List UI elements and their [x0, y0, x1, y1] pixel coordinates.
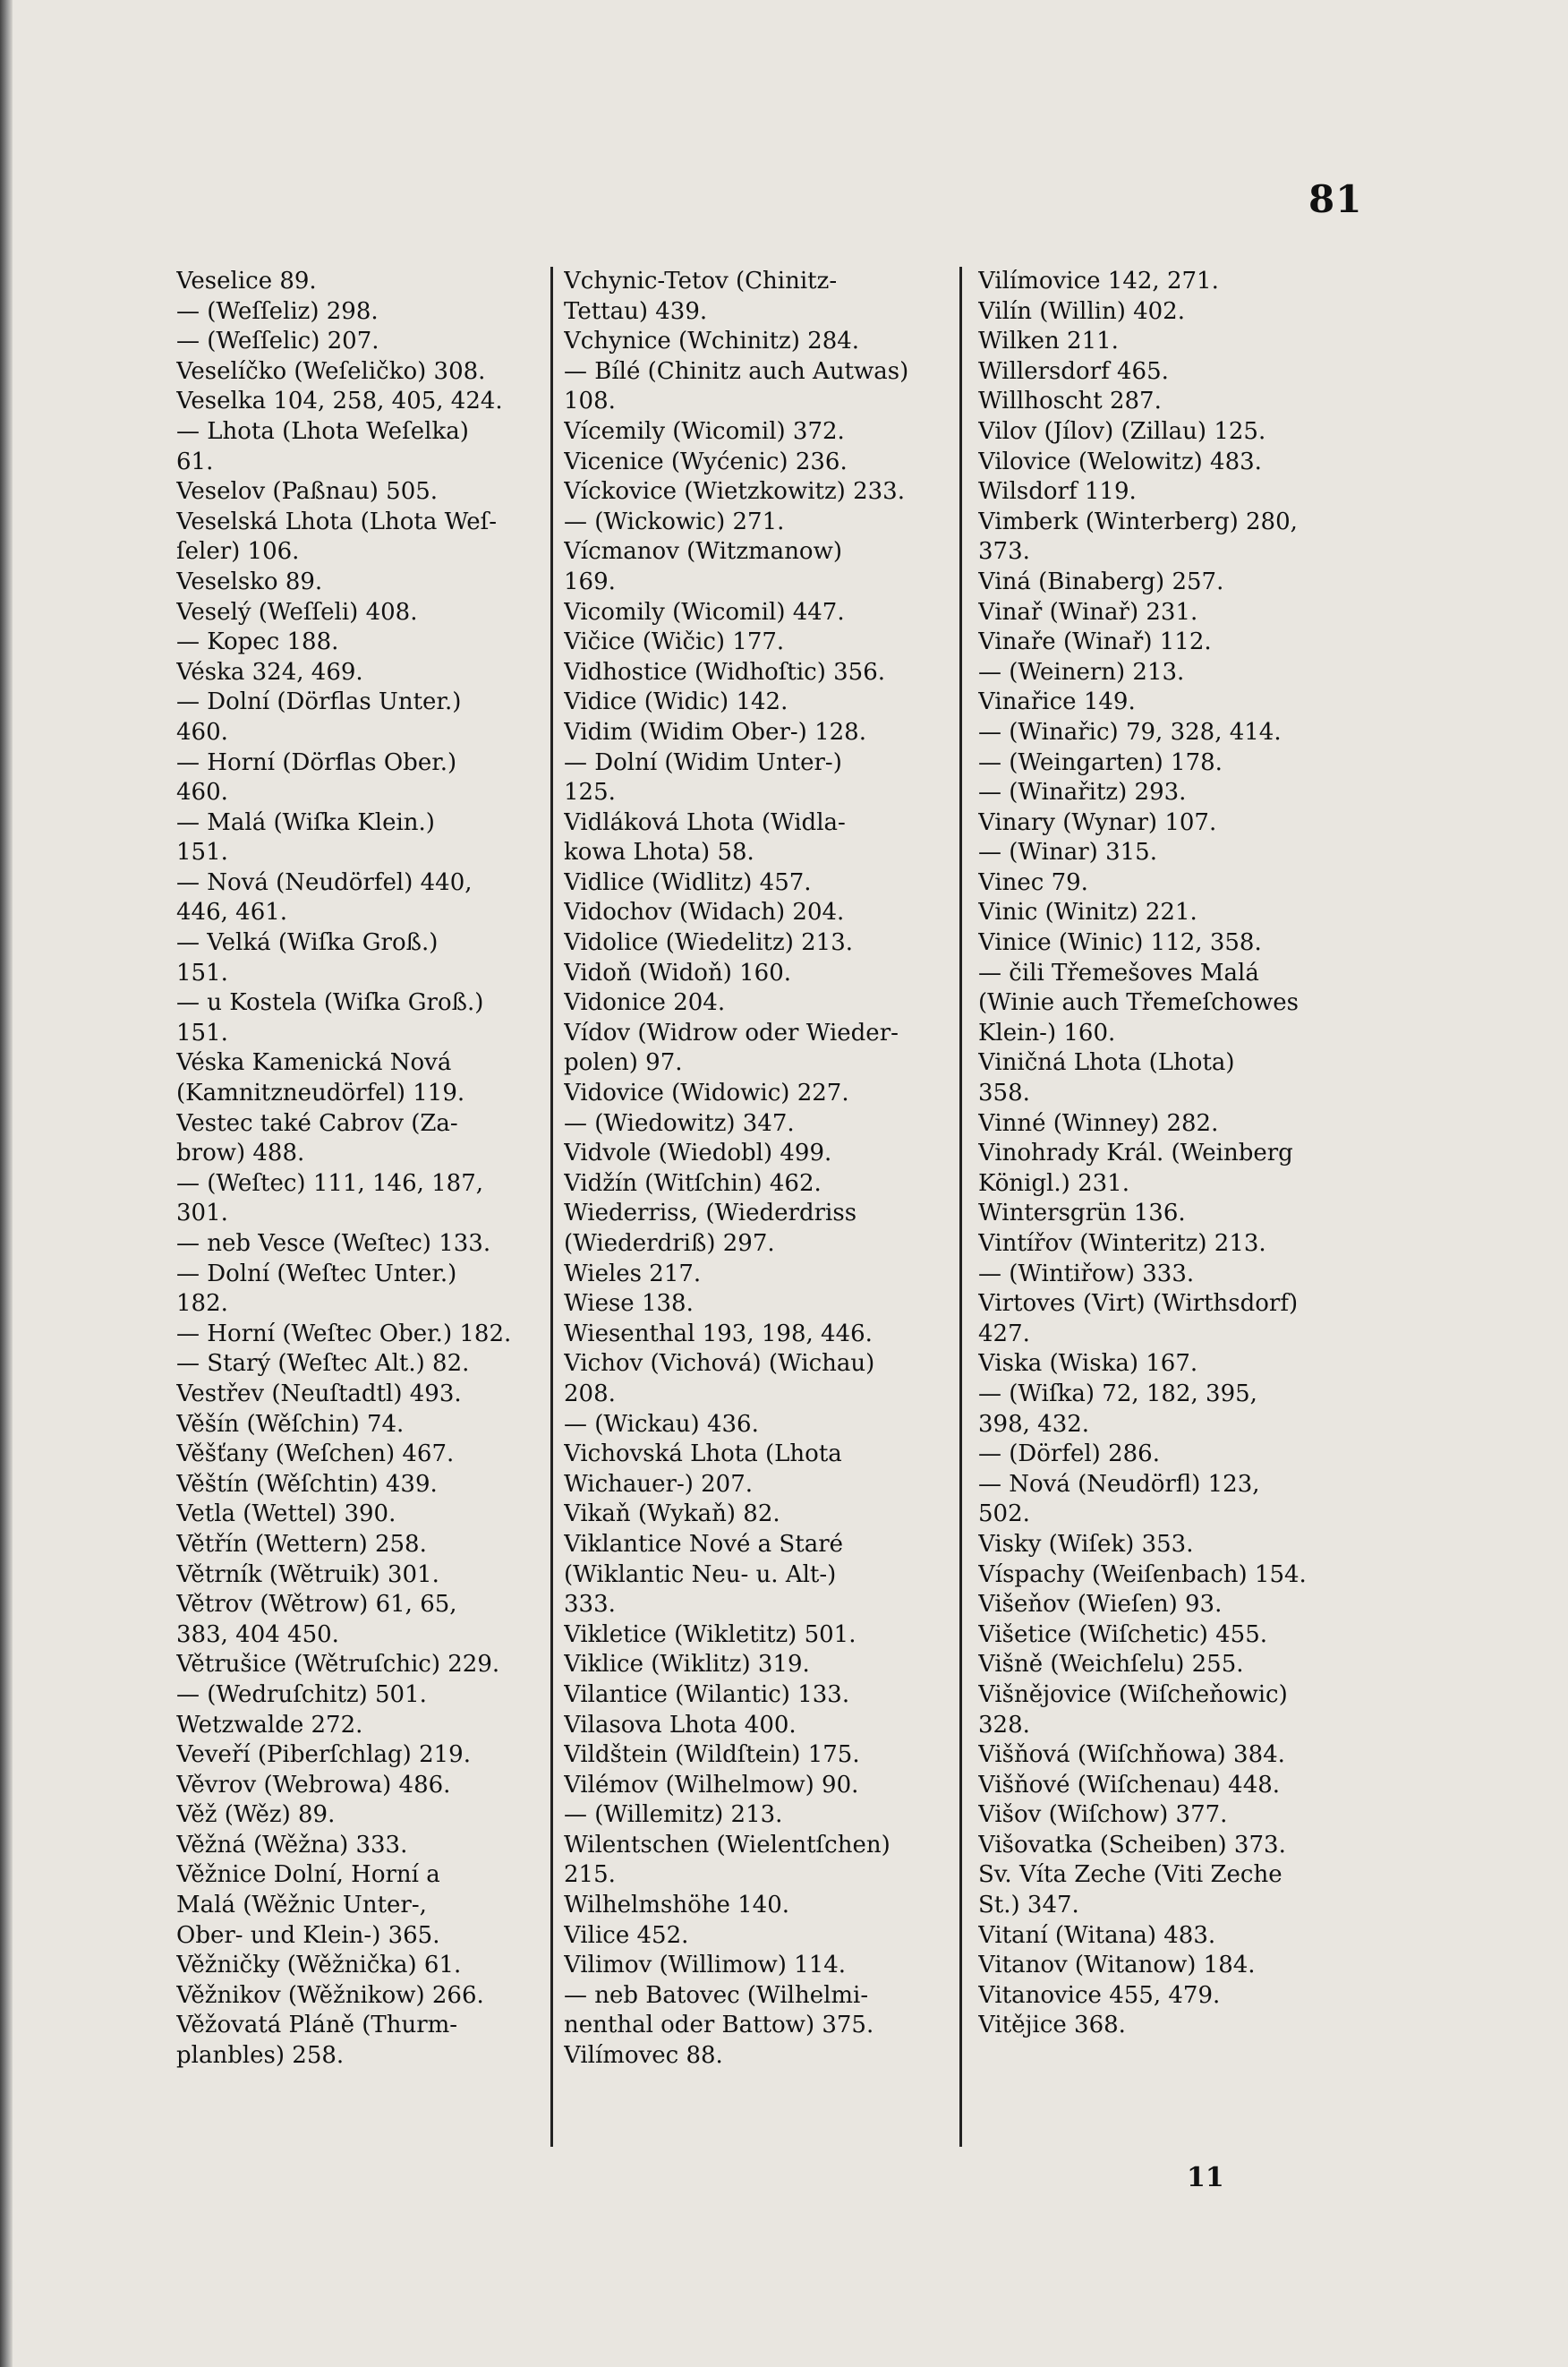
- index-entry-line: Věžná (Wěžna) 333.: [176, 1831, 408, 1859]
- index-entry-line: — Malá (Wiſka Klein.): [176, 808, 435, 836]
- index-entry-line: Véska Kamenická Nová: [176, 1049, 452, 1077]
- index-entry-line: 460.: [176, 779, 228, 807]
- index-entry-line: Veselice 89.: [176, 268, 317, 295]
- index-entry-line: Višnějovice (Wiſcheňowic): [978, 1680, 1288, 1708]
- index-entry-line: Vilice 452.: [564, 1921, 689, 1949]
- index-entry-line: — (Winar) 315.: [978, 839, 1157, 867]
- index-entry-line: Vinic (Winitz) 221.: [978, 899, 1197, 927]
- index-entry-line: — Dolní (Widim Unter-): [564, 748, 842, 776]
- index-entry-line: Věšín (Wěſchin) 74.: [176, 1410, 405, 1438]
- index-entry-line: Vilovice (Welowitz) 483.: [978, 448, 1262, 475]
- index-entry-line: Věž (Wěz) 89.: [176, 1801, 336, 1829]
- index-entry-line: (Wiederdriß) 297.: [564, 1230, 775, 1257]
- index-entry-line: — Velká (Wiſka Groß.): [176, 929, 439, 957]
- index-entry-line: Viklantice Nové a Staré: [564, 1530, 844, 1558]
- index-entry-line: Vichov (Vichová) (Wichau): [564, 1350, 875, 1378]
- index-entry-line: Vinohrady Král. (Weinberg: [978, 1140, 1293, 1167]
- index-entry-line: 151.: [176, 1019, 228, 1047]
- index-entry-line: Vídov (Widrow oder Wieder-: [564, 1019, 899, 1047]
- index-entry-line: Vicomily (Wicomil) 447.: [564, 598, 845, 626]
- index-entry-line: Vicenice (Wyćenic) 236.: [564, 448, 848, 475]
- index-entry-line: Vičice (Wičic) 177.: [564, 628, 785, 656]
- index-entry-line: Wintersgrün 136.: [978, 1200, 1186, 1227]
- index-entry-line: Vícmanov (Witzmanow): [564, 538, 842, 566]
- index-entry-line: Veveří (Piberſchlag) 219.: [176, 1741, 471, 1769]
- index-entry-line: 125.: [564, 779, 616, 807]
- printer-signature: 11: [1187, 2162, 1224, 2193]
- index-entry-line: Vitějice 368.: [978, 2012, 1126, 2039]
- index-entry-line: Veselý (Weſſeli) 408.: [176, 598, 418, 626]
- index-entry-line: — (Wickau) 436.: [564, 1410, 759, 1438]
- index-entry-line: Viničná Lhota (Lhota): [978, 1049, 1235, 1077]
- index-entry-line: Višetice (Wiſchetic) 455.: [978, 1620, 1268, 1648]
- index-entry-line: — Nová (Neudörfel) 440,: [176, 868, 473, 896]
- index-entry-line: Vinařice 149.: [978, 688, 1136, 716]
- index-entry-line: — (Weinern) 213.: [978, 658, 1185, 686]
- index-entry-line: Vidlice (Widlitz) 457.: [564, 868, 812, 896]
- index-entry-line: Veselíčko (Weſeličko) 308.: [176, 357, 486, 385]
- index-entry-line: Věžnice Dolní, Horní a: [176, 1861, 440, 1889]
- index-entry-line: Veselov (Paßnau) 505.: [176, 478, 439, 506]
- index-entry-line: Vidhostice (Widhoſtic) 356.: [564, 658, 886, 686]
- index-entry-line: Wieles 217.: [564, 1260, 702, 1287]
- index-entry-line: Vidim (Widim Ober-) 128.: [564, 718, 866, 746]
- index-entry-line: Vichovská Lhota (Lhota: [564, 1440, 842, 1468]
- index-entry-line: Wiederriss, (Wiederdriss: [564, 1200, 857, 1227]
- index-entry-line: 215.: [564, 1861, 616, 1889]
- index-entry-line: kowa Lhota) 58.: [564, 839, 754, 867]
- index-entry-line: Vetla (Wettel) 390.: [176, 1500, 396, 1528]
- index-entry-line: Vilantice (Wilantic) 133.: [564, 1680, 850, 1708]
- index-entry-line: Věžnikov (Wěžnikow) 266.: [176, 1981, 484, 2009]
- index-entry-line: Věštín (Wěſchtin) 439.: [176, 1470, 438, 1498]
- index-entry-line: — (Wedruſchitz) 501.: [176, 1680, 427, 1708]
- index-entry-line: Vikaň (Wykaň) 82.: [564, 1500, 780, 1528]
- index-entry-line: St.) 347.: [978, 1892, 1079, 1919]
- index-entry-line: — (Weingarten) 178.: [978, 748, 1223, 776]
- index-entry-line: 502.: [978, 1500, 1030, 1528]
- index-entry-line: Veselsko 89.: [176, 568, 323, 595]
- index-entry-line: Vestec také Cabrov (Za-: [176, 1109, 458, 1137]
- index-entry-line: Vinice (Winic) 112, 358.: [978, 929, 1262, 957]
- index-entry-line: — neb Batovec (Wilhelmi-: [564, 1981, 869, 2009]
- index-entry-line: Vinaře (Winař) 112.: [978, 628, 1212, 656]
- index-entry-line: Věžovatá Pláně (Thurm-: [176, 2012, 458, 2039]
- index-entry-line: — (Weſſelic) 207.: [176, 328, 379, 355]
- index-entry-line: Wichauer-) 207.: [564, 1470, 754, 1498]
- index-entry-line: — (Winařic) 79, 328, 414.: [978, 718, 1282, 746]
- index-entry-line: Vidolice (Wiedelitz) 213.: [564, 929, 853, 957]
- index-entry-line: — (Weſſeliz) 298.: [176, 297, 379, 325]
- index-entry-line: Vidovice (Widowic) 227.: [564, 1080, 849, 1107]
- index-entry-line: Vidoň (Widoň) 160.: [564, 959, 792, 987]
- page-number: 81: [1308, 177, 1363, 221]
- index-entry-line: Vinař (Winař) 231.: [978, 598, 1198, 626]
- index-entry-line: (Wiklantic Neu- u. Alt-): [564, 1560, 837, 1588]
- index-entry-line: — Nová (Neudörfl) 123,: [978, 1470, 1260, 1498]
- index-entry-line: Veselská Lhota (Lhota Weſ-: [176, 508, 497, 535]
- index-entry-line: — u Kostela (Wiſka Groß.): [176, 989, 484, 1017]
- index-entry-line: Vinec 79.: [978, 868, 1088, 896]
- index-entry-line: — (Willemitz) 213.: [564, 1801, 783, 1829]
- index-entry-line: Vilimov (Willimow) 114.: [564, 1952, 847, 1979]
- index-entry-line: Vinné (Winney) 282.: [978, 1109, 1219, 1137]
- index-entry-line: Königl.) 231.: [978, 1169, 1129, 1197]
- index-entry-line: 383, 404 450.: [176, 1620, 339, 1648]
- index-entry-line: planbles) 258.: [176, 2042, 345, 2070]
- index-entry-line: Vitanov (Witanow) 184.: [978, 1952, 1256, 1979]
- index-entry-line: — Horní (Dörflas Ober.): [176, 748, 457, 776]
- index-entry-line: Višovatka (Scheiben) 373.: [978, 1831, 1286, 1859]
- index-entry-line: Víspachy (Weiſenbach) 154.: [978, 1560, 1307, 1588]
- index-entry-line: Vidochov (Widach) 204.: [564, 899, 845, 927]
- column-divider: [959, 267, 962, 2147]
- index-entry-line: Vilímovec 88.: [564, 2042, 723, 2070]
- index-entry-line: Větrušice (Wětruſchic) 229.: [176, 1651, 500, 1679]
- index-entry-line: Véska 324, 469.: [176, 658, 363, 686]
- index-entry-line: Virtoves (Virt) (Wirthsdorf): [978, 1290, 1299, 1318]
- index-entry-line: Visky (Wiſek) 353.: [978, 1530, 1194, 1558]
- index-entry-line: Višov (Wiſchow) 377.: [978, 1801, 1228, 1829]
- index-entry-line: Větrník (Wětruik) 301.: [176, 1560, 439, 1588]
- index-entry-line: Vestřev (Neuſtadtl) 493.: [176, 1380, 462, 1407]
- index-entry-line: — Horní (Weſtec Ober.) 182.: [176, 1320, 512, 1347]
- index-entry-line: 373.: [978, 538, 1030, 566]
- index-entry-line: 328.: [978, 1711, 1030, 1739]
- index-entry-line: Vinary (Wynar) 107.: [978, 808, 1217, 836]
- index-entry-line: Větrov (Wětrow) 61, 65,: [176, 1591, 457, 1619]
- index-entry-line: — Dolní (Dörflas Unter.): [176, 688, 462, 716]
- index-entry-line: Vilasova Lhota 400.: [564, 1711, 797, 1739]
- index-entry-line: 358.: [978, 1080, 1030, 1107]
- index-entry-line: 151.: [176, 839, 228, 867]
- index-entry-line: — čili Třemešoves Malá: [978, 959, 1259, 987]
- index-entry-line: Sv. Víta Zeche (Viti Zeche: [978, 1861, 1283, 1889]
- index-entry-line: Willersdorf 465.: [978, 357, 1169, 385]
- index-entry-line: — (Wintiřow) 333.: [978, 1260, 1195, 1287]
- index-entry-line: polen) 97.: [564, 1049, 683, 1077]
- index-entry-line: Višňové (Wiſchenau) 448.: [978, 1771, 1281, 1799]
- index-entry-line: Vilémov (Wilhelmow) 90.: [564, 1771, 859, 1799]
- index-entry-line: Vilov (Jílov) (Zillau) 125.: [978, 417, 1266, 445]
- index-entry-line: — (Wiedowitz) 347.: [564, 1109, 795, 1137]
- index-entry-line: Vícemily (Wicomil) 372.: [564, 417, 845, 445]
- index-entry-line: Vidonice 204.: [564, 989, 726, 1017]
- index-entry-line: (Winie auch Třemeſchowes: [978, 989, 1300, 1017]
- index-entry-line: Víckovice (Wietzkowitz) 233.: [564, 478, 905, 506]
- index-entry-line: Klein-) 160.: [978, 1019, 1116, 1047]
- index-entry-line: Viska (Wiska) 167.: [978, 1350, 1198, 1378]
- index-entry-line: Wilhelmshöhe 140.: [564, 1892, 790, 1919]
- index-entry-line: Vitaní (Witana) 483.: [978, 1921, 1216, 1949]
- index-entry-line: 182.: [176, 1290, 228, 1318]
- index-entry-line: — Bílé (Chinitz auch Autwas): [564, 357, 909, 385]
- index-entry-line: — (Weſtec) 111, 146, 187,: [176, 1169, 484, 1197]
- index-entry-line: Wetzwalde 272.: [176, 1711, 363, 1739]
- index-entry-line: — (Winařitz) 293.: [978, 779, 1187, 807]
- index-entry-line: Višeňov (Wieſen) 93.: [978, 1591, 1223, 1619]
- index-entry-line: Vchynic-Tetov (Chinitz-: [564, 268, 838, 295]
- index-entry-line: — (Wiſka) 72, 182, 395,: [978, 1380, 1257, 1407]
- index-column-1: [176, 267, 561, 2165]
- index-entry-line: — Starý (Weſtec Alt.) 82.: [176, 1350, 470, 1378]
- index-entry-line: Vidice (Widic) 142.: [564, 688, 788, 716]
- index-entry-line: 333.: [564, 1591, 616, 1619]
- index-entry-line: Willhoscht 287.: [978, 388, 1162, 415]
- index-entry-line: Vilín (Willin) 402.: [978, 297, 1185, 325]
- index-entry-line: 108.: [564, 388, 616, 415]
- index-entry-line: Větřín (Wettern) 258.: [176, 1530, 427, 1558]
- index-entry-line: (Kamnitzneudörfel) 119.: [176, 1080, 465, 1107]
- index-column-2: [564, 267, 949, 2165]
- index-entry-line: brow) 488.: [176, 1140, 305, 1167]
- index-entry-line: Vidvole (Wiedobl) 499.: [564, 1140, 832, 1167]
- index-entry-line: 208.: [564, 1380, 616, 1407]
- index-entry-line: ſeler) 106.: [176, 538, 300, 566]
- index-entry-line: Tettau) 439.: [564, 297, 708, 325]
- index-entry-line: Viná (Binaberg) 257.: [978, 568, 1224, 595]
- index-entry-line: 460.: [176, 718, 228, 746]
- index-entry-line: — neb Vesce (Weſtec) 133.: [176, 1230, 491, 1257]
- index-entry-line: Věšťany (Weſchen) 467.: [176, 1440, 455, 1468]
- index-entry-line: 61.: [176, 448, 214, 475]
- index-entry-line: 301.: [176, 1200, 228, 1227]
- index-entry-line: Viklice (Wiklitz) 319.: [564, 1651, 810, 1679]
- index-entry-line: 398, 432.: [978, 1410, 1090, 1438]
- index-entry-line: Malá (Wěžnic Unter-,: [176, 1892, 427, 1919]
- index-entry-line: Višňová (Wiſchňowa) 384.: [978, 1741, 1285, 1769]
- index-entry-line: Ober- und Klein-) 365.: [176, 1921, 440, 1949]
- index-entry-line: Veselka 104, 258, 405, 424.: [176, 388, 503, 415]
- index-entry-line: nenthal oder Battow) 375.: [564, 2012, 874, 2039]
- index-entry-line: Wilsdorf 119.: [978, 478, 1137, 506]
- index-entry-line: Věvrov (Webrowa) 486.: [176, 1771, 451, 1799]
- index-entry-line: Wiese 138.: [564, 1290, 694, 1318]
- index-entry-line: Vilímovice 142, 271.: [978, 268, 1219, 295]
- index-entry-line: — Kopec 188.: [176, 628, 339, 656]
- index-entry-line: Višně (Weichſelu) 255.: [978, 1651, 1244, 1679]
- index-entry-line: Vitanovice 455, 479.: [978, 1981, 1221, 2009]
- index-entry-line: Vildštein (Wildſtein) 175.: [564, 1741, 860, 1769]
- index-entry-line: Wilken 211.: [978, 328, 1119, 355]
- index-entry-line: — (Dörfel) 286.: [978, 1440, 1160, 1468]
- index-entry-line: Wilentschen (Wielentſchen): [564, 1831, 891, 1859]
- index-entry-line: — Lhota (Lhota Weſelka): [176, 417, 469, 445]
- index-column-3: [978, 267, 1363, 2165]
- index-entry-line: — Dolní (Weſtec Unter.): [176, 1260, 457, 1287]
- index-entry-line: Vchynice (Wchinitz) 284.: [564, 328, 860, 355]
- index-entry-line: Vintířov (Winteritz) 213.: [978, 1230, 1266, 1257]
- index-entry-line: Wiesenthal 193, 198, 446.: [564, 1320, 873, 1347]
- index-entry-line: — (Wickowic) 271.: [564, 508, 785, 535]
- index-entry-line: 427.: [978, 1320, 1030, 1347]
- index-entry-line: 169.: [564, 568, 616, 595]
- index-entry-line: Vikletice (Wikletitz) 501.: [564, 1620, 856, 1648]
- index-entry-line: Vidláková Lhota (Widla-: [564, 808, 846, 836]
- page-edge-shadow: [0, 0, 13, 2367]
- index-entry-line: 151.: [176, 959, 228, 987]
- index-entry-line: Vimberk (Winterberg) 280,: [978, 508, 1298, 535]
- index-entry-line: Vidžín (Witſchin) 462.: [564, 1169, 822, 1197]
- index-entry-line: Věžničky (Wěžnička) 61.: [176, 1952, 462, 1979]
- index-entry-line: 446, 461.: [176, 899, 288, 927]
